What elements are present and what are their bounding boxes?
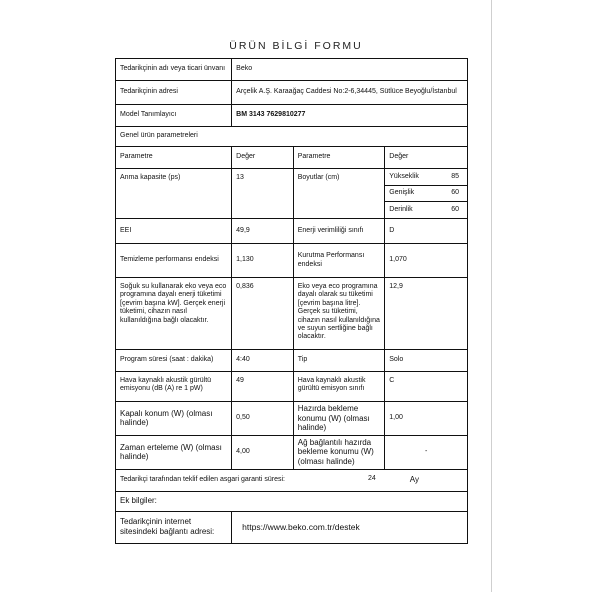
water-consumption-label: Eko veya eco programına dayalı olarak su tüketimi [çevrim başına litre]. Gerçek su tüketimi, cihazın nasıl kullanıldığına ve suyun sertliğine bağlı olacaktır. — [293, 278, 385, 350]
dimensions-table — [385, 169, 467, 218]
warranty-value: 24 — [368, 475, 376, 483]
warranty-wrap — [120, 475, 463, 485]
drying-value: 1,070 — [385, 244, 468, 278]
supplier-name-label: Tedarikçinin adı veya ticari ünvanı — [116, 59, 232, 81]
type-label: Tip — [293, 350, 385, 372]
capacity-value: 13 — [232, 169, 294, 219]
supplier-name-value: Beko — [232, 59, 468, 81]
supplier-address-value: Arçelik A.Ş. Karaağaç Caddesi No:2-6,34445, Sütlüce Beyoğlu/İstanbul — [232, 81, 468, 105]
delay-network-row — [116, 435, 468, 469]
program-duration-label: Program süresi (saat : dakika) — [116, 350, 232, 372]
product-info-form — [115, 58, 468, 541]
eei-label: EEI — [116, 219, 232, 244]
program-duration-value: 4:40 — [232, 350, 294, 372]
energy-class-label: Enerji verimliliği sınıfı — [293, 219, 385, 244]
dimensions-cell — [385, 169, 468, 219]
param-header-left: Parametre — [116, 147, 232, 169]
network-standby-value: - — [385, 435, 468, 469]
general-params-label: Genel ürün parametreleri — [116, 127, 468, 147]
form-title: ÜRÜN BİLGİ FORMU — [229, 40, 363, 52]
website-label: Tedarikçinin internet sitesindeki bağlantı adresi: — [116, 511, 232, 543]
performance-row — [116, 244, 468, 278]
network-standby-label: Ağ bağlantılı hazırda bekleme konumu (W) (olması halinde) — [293, 435, 385, 469]
off-standby-row — [116, 402, 468, 436]
dim-height-row — [385, 169, 467, 185]
param-header-right: Parametre — [293, 147, 385, 169]
cleaning-label: Temizleme performansı endeksi — [116, 244, 232, 278]
standby-label: Hazırda bekleme konumu (W) (olması halinde) — [293, 402, 385, 436]
depth-label: Derinlik — [389, 206, 413, 213]
height-label: Yükseklik — [385, 169, 426, 185]
off-mode-value: 0,50 — [232, 402, 294, 436]
width-label: Genişlik — [385, 185, 426, 202]
width-value: 60 — [426, 185, 467, 202]
model-row — [116, 105, 468, 127]
header-row — [116, 147, 468, 169]
website-link[interactable]: https://www.beko.com.tr/destek — [232, 511, 468, 543]
page-edge-line — [491, 0, 492, 592]
value-header-left: Değer — [232, 147, 294, 169]
model-label: Model Tanımlayıcı — [116, 105, 232, 127]
noise-row — [116, 372, 468, 402]
water-consumption-value: 12,9 — [385, 278, 468, 350]
noise-value: 49 — [232, 372, 294, 402]
off-mode-label: Kapalı konum (W) (olması halinde) — [116, 402, 232, 436]
drying-label: Kurutma Performansı endeksi — [293, 244, 385, 278]
form-table — [115, 58, 468, 544]
extra-info-label: Ek bilgiler: — [116, 491, 468, 511]
supplier-address-row — [116, 81, 468, 105]
supplier-name-row — [116, 59, 468, 81]
eei-row — [116, 219, 468, 244]
energy-consumption-value: 0,836 — [232, 278, 294, 350]
warranty-value-group — [368, 475, 463, 485]
capacity-label: Anma kapasite (ps) — [116, 169, 232, 219]
consumption-row — [116, 278, 468, 350]
dim-depth-row — [385, 202, 467, 218]
noise-class-value: C — [385, 372, 468, 402]
energy-consumption-label: Soğuk su kullanarak eko veya eco programına dayalı enerji tüketimi [çevrim başına kW]. Gerçek enerji tüketimi, cihazın nasıl kullanıldığına bağlı olacaktır. — [116, 278, 232, 350]
model-value: BM 3143 7629810277 — [232, 105, 468, 127]
warranty-row — [116, 469, 468, 491]
noise-class-label: Hava kaynaklı akustik gürültü emisyon sınıfı — [293, 372, 385, 402]
extra-info-row — [116, 491, 468, 511]
warranty-unit: Ay — [409, 475, 419, 485]
energy-class-value: D — [385, 219, 468, 244]
standby-value: 1,00 — [385, 402, 468, 436]
eei-value: 49,9 — [232, 219, 294, 244]
noise-label: Hava kaynaklı akustik gürültü emisyonu (dB (A) re 1 pW) — [116, 372, 232, 402]
value-header-right: Değer — [385, 147, 468, 169]
warranty-label: Tedarikçi tarafından teklif edilen asgari garanti süresi: — [120, 475, 285, 483]
dim-width-row — [385, 185, 467, 202]
supplier-address-label: Tedarikçinin adresi — [116, 81, 232, 105]
depth-value: 60 — [451, 206, 459, 213]
capacity-row — [116, 169, 468, 219]
delay-start-label: Zaman erteleme (W) (olması halinde) — [116, 435, 232, 469]
delay-start-value: 4,00 — [232, 435, 294, 469]
website-row — [116, 511, 468, 543]
general-params-row — [116, 127, 468, 147]
program-row — [116, 350, 468, 372]
height-value: 85 — [426, 169, 467, 185]
type-value: Solo — [385, 350, 468, 372]
warranty-cell — [116, 469, 468, 491]
cleaning-value: 1,130 — [232, 244, 294, 278]
dimensions-label: Boyutlar (cm) — [293, 169, 385, 219]
